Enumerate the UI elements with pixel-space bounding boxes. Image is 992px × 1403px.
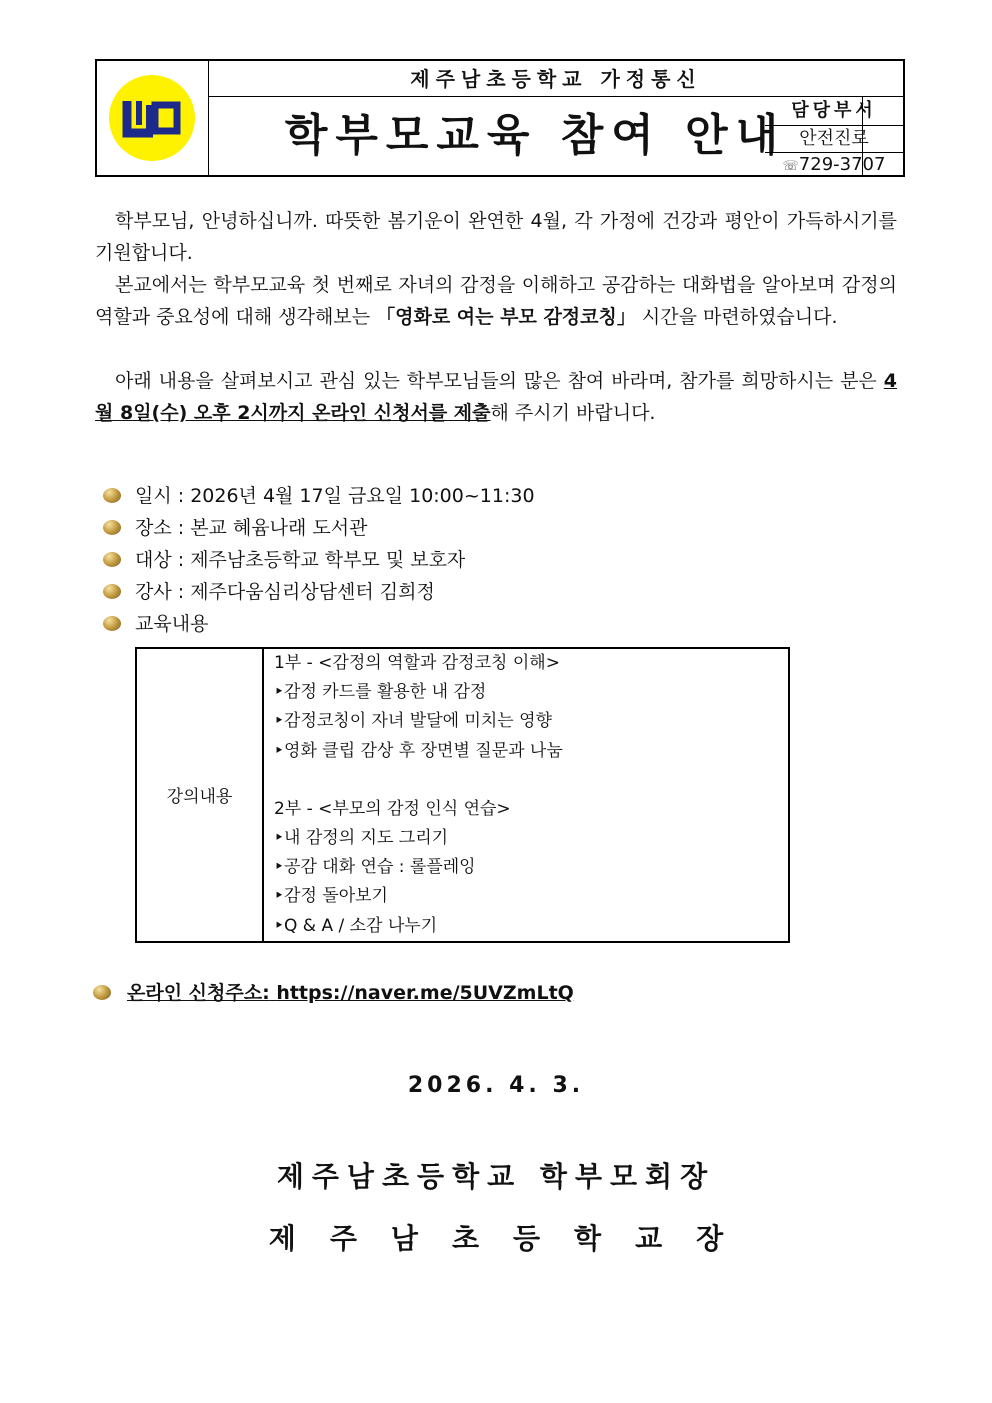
detail-value: 제주다움심리상담센터 김희정 bbox=[190, 581, 435, 603]
department-phone bbox=[765, 153, 903, 177]
part2-item: ‣Q & A / 소감 나누기 bbox=[274, 915, 438, 936]
detail-item-place: 장소 : 본교 혜윰나래 도서관 bbox=[103, 513, 367, 543]
part1-title: 1부 - <감정의 역할과 감정코칭 이해> bbox=[274, 653, 560, 673]
part1-item: ‣감정코칭이 자녀 발달에 미치는 영향 bbox=[274, 711, 552, 732]
intro-text-2b: 시간을 마련하였습니다. bbox=[635, 306, 838, 328]
detail-value: 2026년 4월 17일 금요일 10:00~11:30 bbox=[190, 485, 535, 507]
intro-paragraph-3 bbox=[95, 365, 897, 429]
apply-label: 온라인 신청주소: bbox=[127, 982, 270, 1004]
part2-item: ‣공감 대화 연습 : 롤플레잉 bbox=[274, 857, 476, 878]
intro-text-3a: 아래 내용을 살펴보시고 관심 있는 학부모님들의 많은 참여 바라며, 참가를 희망하시는 분은 bbox=[115, 370, 884, 392]
bullet-ball-icon bbox=[103, 520, 121, 535]
detail-item-date: 일시 : 2026년 4월 17일 금요일 10:00~11:30 bbox=[103, 481, 535, 511]
bullet-ball-icon bbox=[93, 985, 111, 1000]
department-box bbox=[765, 97, 903, 175]
lecture-label: 강의내용 bbox=[166, 787, 233, 808]
detail-item-lecturer: 강사 : 제주다움심리상담센터 김희정 bbox=[103, 577, 435, 607]
header-box bbox=[95, 59, 905, 177]
newsletter-subtitle: 제주남초등학교 가정통신 bbox=[209, 61, 903, 97]
intro-paragraph-2 bbox=[95, 269, 897, 333]
lecture-label-cell bbox=[136, 648, 263, 942]
content-heading bbox=[103, 609, 208, 639]
logo-cell bbox=[97, 61, 209, 175]
part2-title: 2부 - <부모의 감정 인식 연습> bbox=[274, 798, 511, 819]
bullet-ball-icon bbox=[103, 552, 121, 567]
page-title: 학부모교육 참여 안내 bbox=[209, 97, 863, 175]
apply-link-row bbox=[93, 978, 574, 1008]
detail-value: 제주남초등학교 학부모 및 보호자 bbox=[190, 549, 466, 571]
phone-number: 729-3707 bbox=[798, 154, 886, 175]
part2-item: ‣감정 돌아보기 bbox=[274, 886, 388, 907]
intro-text-3b: 해 주시기 바랍니다. bbox=[490, 402, 656, 424]
spacer bbox=[274, 766, 788, 795]
school-logo bbox=[109, 75, 195, 161]
detail-label: 장소 bbox=[135, 517, 172, 539]
signature-principal: 제주남초등학교장 bbox=[268, 1222, 758, 1255]
school-logo-icon bbox=[109, 75, 195, 161]
part1-item: ‣영화 클립 감상 후 장면별 질문과 나눔 bbox=[274, 740, 563, 761]
apply-url-link[interactable]: https://naver.me/5UVZmLtQ bbox=[276, 982, 574, 1004]
phone-icon: ☏ bbox=[782, 159, 799, 174]
detail-value: 본교 혜윰나래 도서관 bbox=[190, 517, 368, 539]
intro-text-1: 학부모님, 안녕하십니까. 따뜻한 봄기운이 완연한 4월, 각 가정에 건강과 평안이 가득하시기를 기원합니다. bbox=[95, 210, 897, 264]
detail-label: 대상 bbox=[135, 549, 172, 571]
bullet-ball-icon bbox=[103, 584, 121, 599]
part1-item: ‣감정 카드를 활용한 내 감정 bbox=[274, 682, 487, 703]
part2-item: ‣내 감정의 지도 그리기 bbox=[274, 828, 449, 849]
signature-parent-association: 제주남초등학교 학부모회장 bbox=[276, 1160, 716, 1193]
lecture-content-cell bbox=[263, 648, 789, 942]
detail-label: 일시 bbox=[135, 485, 172, 507]
bullet-ball-icon bbox=[103, 488, 121, 503]
intro-paragraph-1 bbox=[95, 205, 897, 269]
detail-label: 강사 bbox=[135, 581, 172, 603]
intro-text-2a: 본교에서는 학부모교육 첫 번째로 자녀의 감정을 이해하고 공감하는 대화법을 알아보며 감정의 역할과 중요성에 대해 생각해보는 bbox=[95, 274, 897, 328]
deadline-text: 4월 8일(수) 오후 2시까지 온라인 신청서를 제출 bbox=[95, 370, 897, 424]
department-label: 담당부서 bbox=[765, 97, 903, 126]
bullet-ball-icon bbox=[103, 616, 121, 631]
department-name: 안전진로 bbox=[765, 126, 903, 153]
detail-item-target: 대상 : 제주남초등학교 학부모 및 보호자 bbox=[103, 545, 465, 575]
program-title: 「영화로 여는 부모 감정코칭」 bbox=[376, 306, 636, 328]
lecture-content-table bbox=[135, 647, 790, 943]
issue-date: 2026. 4. 3. bbox=[407, 1073, 585, 1098]
content-heading-text: 교육내용 bbox=[135, 613, 209, 635]
